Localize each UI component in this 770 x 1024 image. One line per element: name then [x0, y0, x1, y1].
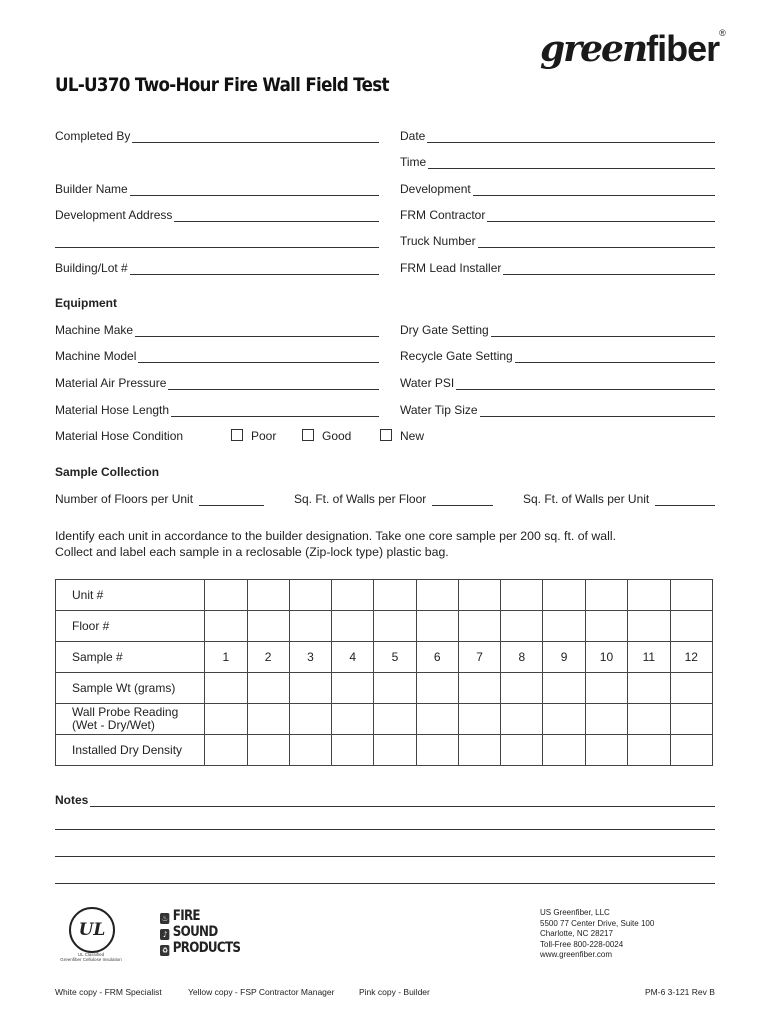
water-psi-label: Water PSI	[400, 376, 455, 390]
building-lot-line[interactable]	[130, 262, 379, 275]
table-cell[interactable]	[247, 704, 289, 735]
footer-pink-copy: Pink copy - Builder	[359, 987, 430, 997]
table-cell[interactable]	[458, 704, 500, 735]
material-air-pressure-line[interactable]	[168, 377, 379, 390]
table-cell[interactable]	[289, 611, 331, 642]
recycle-gate-setting-field[interactable]	[400, 347, 715, 363]
new-label: New	[400, 429, 425, 443]
builder-name-label: Builder Name	[55, 182, 128, 196]
sample-number-cell: 5	[374, 642, 416, 673]
notes-line-4[interactable]	[55, 883, 715, 884]
dry-gate-setting-line[interactable]	[491, 324, 715, 337]
sample-number-cell: 1	[205, 642, 247, 673]
table-cell[interactable]	[374, 735, 416, 766]
table-cell[interactable]	[332, 673, 374, 704]
table-cell[interactable]	[374, 673, 416, 704]
machine-model-line[interactable]	[138, 350, 379, 363]
table-cell[interactable]	[585, 673, 627, 704]
sample-number-cell: 4	[332, 642, 374, 673]
notes-line-3[interactable]	[55, 856, 715, 857]
address-phone: Toll-Free 800-228-0024	[540, 939, 624, 949]
frm-lead-installer-line[interactable]	[503, 262, 715, 275]
floors-per-unit-line[interactable]	[199, 493, 264, 506]
table-cell[interactable]	[374, 611, 416, 642]
table-cell[interactable]	[501, 611, 543, 642]
table-cell[interactable]	[289, 580, 331, 611]
table-cell[interactable]	[289, 735, 331, 766]
table-cell[interactable]	[205, 735, 247, 766]
frm-contractor-line[interactable]	[487, 209, 715, 222]
table-cell[interactable]	[205, 611, 247, 642]
material-air-pressure-label: Material Air Pressure	[55, 376, 167, 390]
sqft-per-floor-label: Sq. Ft. of Walls per Floor	[294, 492, 427, 506]
row-label-sample: Sample #	[56, 642, 205, 673]
machine-make-line[interactable]	[135, 324, 379, 337]
address-website[interactable]: www.greenfiber.com	[540, 950, 613, 959]
frm-lead-installer-label: FRM Lead Installer	[400, 261, 502, 275]
recycle-gate-setting-line[interactable]	[515, 350, 715, 363]
company-address	[540, 908, 654, 961]
table-cell[interactable]	[416, 735, 458, 766]
table-cell[interactable]	[543, 611, 585, 642]
table-cell[interactable]	[332, 580, 374, 611]
address-line: US Greenfiber, LLC	[540, 908, 610, 917]
table-cell[interactable]	[205, 580, 247, 611]
logo-part-green: green	[540, 28, 647, 70]
truck-number-line[interactable]	[478, 235, 715, 248]
sqft-per-unit-label: Sq. Ft. of Walls per Unit	[523, 492, 650, 506]
development-line[interactable]	[473, 183, 715, 196]
instructions-line-2: Collect and label each sample in a reclosable (Zip-lock type) plastic bag.	[55, 545, 449, 559]
dry-gate-setting-label: Dry Gate Setting	[400, 323, 489, 337]
material-hose-length-line[interactable]	[171, 404, 379, 417]
new-checkbox[interactable]	[380, 429, 392, 441]
sample-number-cell: 10	[585, 642, 627, 673]
machine-model-field[interactable]	[55, 347, 379, 363]
table-cell[interactable]	[670, 673, 712, 704]
table-cell[interactable]	[416, 704, 458, 735]
logo-registered: ®	[719, 28, 726, 38]
fsp-products: PRODUCTS	[172, 940, 241, 956]
address-line: Charlotte, NC 28217	[540, 929, 613, 938]
water-psi-line[interactable]	[456, 377, 715, 390]
table-row-wall-probe	[56, 704, 713, 735]
fsp-fire: FIRE	[172, 908, 200, 924]
table-cell[interactable]	[501, 673, 543, 704]
table-cell[interactable]	[543, 735, 585, 766]
recycle-icon: ♻	[161, 946, 168, 955]
table-row-sample	[56, 642, 713, 673]
machine-make-label: Machine Make	[55, 323, 134, 337]
development-address-line[interactable]	[174, 209, 379, 222]
good-label: Good	[322, 429, 352, 443]
table-cell[interactable]	[670, 735, 712, 766]
table-cell[interactable]	[670, 704, 712, 735]
equipment-heading: Equipment	[55, 296, 117, 310]
condition-poor-option[interactable]	[231, 429, 276, 443]
development-address-line-2[interactable]	[55, 232, 379, 248]
poor-checkbox[interactable]	[231, 429, 243, 441]
machine-model-label: Machine Model	[55, 349, 137, 363]
sample-number-cell: 9	[543, 642, 585, 673]
frm-contractor-label: FRM Contractor	[400, 208, 486, 222]
material-air-pressure-field[interactable]	[55, 374, 379, 390]
table-cell[interactable]	[458, 673, 500, 704]
table-cell[interactable]	[628, 673, 670, 704]
table-cell[interactable]	[374, 580, 416, 611]
building-lot-label: Building/Lot #	[55, 261, 128, 275]
sqft-per-unit-line[interactable]	[655, 493, 715, 506]
sample-number-cell: 12	[670, 642, 712, 673]
sample-collection-heading: Sample Collection	[55, 465, 160, 479]
completed-by-line[interactable]	[132, 130, 379, 143]
development-label: Development	[400, 182, 471, 196]
date-line[interactable]	[427, 130, 715, 143]
condition-good-option[interactable]	[302, 429, 351, 443]
condition-new-option[interactable]	[380, 429, 424, 443]
footer-white-copy: White copy - FRM Specialist	[55, 987, 162, 997]
ul-logo: UL	[69, 907, 115, 953]
time-field[interactable]	[400, 153, 715, 169]
table-cell[interactable]	[628, 611, 670, 642]
sample-table	[55, 579, 713, 766]
table-cell[interactable]	[543, 704, 585, 735]
fire-sound-products-logo	[160, 908, 240, 956]
water-tip-size-field[interactable]	[400, 401, 715, 417]
row-label-wall-probe: Wall Probe Reading (Wet - Dry/Wet)	[56, 704, 205, 735]
development-field[interactable]	[400, 180, 715, 196]
table-cell[interactable]	[585, 704, 627, 735]
material-hose-length-field[interactable]	[55, 401, 379, 417]
builder-name-field[interactable]	[55, 180, 379, 196]
notes-line-1[interactable]	[90, 794, 715, 807]
table-cell[interactable]	[458, 580, 500, 611]
row-label-dry-density: Installed Dry Density	[56, 735, 205, 766]
table-cell[interactable]	[289, 673, 331, 704]
table-cell[interactable]	[585, 611, 627, 642]
sqft-per-floor-field[interactable]	[294, 490, 493, 506]
sample-number-cell: 11	[628, 642, 670, 673]
instructions-line-1: Identify each unit in accordance to the builder designation. Take one core sample per 200 sq. ft. of wall.	[55, 529, 616, 543]
time-line[interactable]	[428, 156, 715, 169]
dry-gate-setting-field[interactable]	[400, 321, 715, 337]
table-cell[interactable]	[416, 580, 458, 611]
flame-icon: ♨	[161, 914, 168, 923]
address-line: 5500 77 Center Drive, Suite 100	[540, 918, 655, 928]
development-address-field[interactable]	[55, 206, 379, 222]
table-row-unit	[56, 580, 713, 611]
sqft-per-floor-line[interactable]	[432, 493, 493, 506]
material-hose-condition-label: Material Hose Condition	[55, 429, 184, 443]
table-cell[interactable]	[205, 704, 247, 735]
greenfiber-logo	[540, 28, 726, 70]
table-cell[interactable]	[501, 704, 543, 735]
sqft-per-unit-field[interactable]	[523, 490, 715, 506]
truck-number-field[interactable]	[400, 232, 715, 248]
water-psi-field[interactable]	[400, 374, 715, 390]
good-checkbox[interactable]	[302, 429, 314, 441]
notes-field[interactable]	[55, 791, 715, 807]
notes-line-2[interactable]	[55, 829, 715, 830]
development-address-extra-line[interactable]	[55, 235, 379, 248]
date-label: Date	[400, 129, 426, 143]
recycle-gate-setting-label: Recycle Gate Setting	[400, 349, 513, 363]
ul-caption-line-2: Greenfiber Cellulose Insulation	[60, 957, 122, 962]
water-tip-size-label: Water Tip Size	[400, 403, 478, 417]
table-cell[interactable]	[332, 611, 374, 642]
completed-by-label: Completed By	[55, 129, 131, 143]
completed-by-field[interactable]	[55, 127, 379, 143]
table-cell[interactable]	[628, 704, 670, 735]
table-cell[interactable]	[332, 704, 374, 735]
table-cell[interactable]	[289, 704, 331, 735]
builder-name-line[interactable]	[130, 183, 379, 196]
table-row-sample-wt	[56, 673, 713, 704]
table-row-floor	[56, 611, 713, 642]
frm-contractor-field[interactable]	[400, 206, 715, 222]
building-lot-field[interactable]	[55, 259, 379, 275]
page-title: UL-U370 Two-Hour Fire Wall Field Test	[55, 74, 389, 96]
table-cell[interactable]	[670, 611, 712, 642]
truck-number-label: Truck Number	[400, 234, 476, 248]
floors-per-unit-label: Number of Floors per Unit	[55, 492, 194, 506]
sample-number-cell: 3	[289, 642, 331, 673]
table-cell[interactable]	[670, 580, 712, 611]
sample-number-cell: 7	[458, 642, 500, 673]
sample-number-cell: 2	[247, 642, 289, 673]
row-label-sample-wt: Sample Wt (grams)	[56, 673, 205, 704]
machine-make-field[interactable]	[55, 321, 379, 337]
frm-lead-installer-field[interactable]	[400, 259, 715, 275]
table-cell[interactable]	[501, 580, 543, 611]
water-tip-size-line[interactable]	[480, 404, 715, 417]
row-label-floor: Floor #	[56, 611, 205, 642]
table-cell[interactable]	[247, 673, 289, 704]
ul-caption-line-1: UL Classified	[77, 952, 105, 957]
row-label-unit: Unit #	[56, 580, 205, 611]
date-field[interactable]	[400, 127, 715, 143]
material-hose-length-label: Material Hose Length	[55, 403, 170, 417]
table-cell[interactable]	[332, 735, 374, 766]
ul-caption	[56, 952, 126, 962]
logo-part-fiber: fiber	[646, 28, 720, 69]
table-cell[interactable]	[628, 580, 670, 611]
table-cell[interactable]	[458, 735, 500, 766]
poor-label: Poor	[251, 429, 277, 443]
table-cell[interactable]	[205, 673, 247, 704]
development-address-label: Development Address	[55, 208, 173, 222]
table-cell[interactable]	[543, 673, 585, 704]
table-cell[interactable]	[628, 735, 670, 766]
table-cell[interactable]	[247, 611, 289, 642]
footer-form-code: PM-6 3-121 Rev B	[645, 987, 715, 997]
table-cell[interactable]	[247, 580, 289, 611]
table-cell[interactable]	[247, 735, 289, 766]
sample-number-cell: 6	[416, 642, 458, 673]
footer-yellow-copy: Yellow copy - FSP Contractor Manager	[188, 987, 335, 997]
table-cell[interactable]	[585, 735, 627, 766]
floors-per-unit-field[interactable]	[55, 490, 264, 506]
table-cell[interactable]	[501, 735, 543, 766]
sample-number-cell: 8	[501, 642, 543, 673]
table-cell[interactable]	[374, 704, 416, 735]
table-cell[interactable]	[416, 673, 458, 704]
table-cell[interactable]	[585, 580, 627, 611]
table-cell[interactable]	[416, 611, 458, 642]
speaker-icon: ♪	[160, 929, 169, 940]
fsp-sound: SOUND	[172, 924, 218, 940]
table-cell[interactable]	[543, 580, 585, 611]
notes-label: Notes	[55, 793, 89, 807]
table-row-dry-density	[56, 735, 713, 766]
table-cell[interactable]	[458, 611, 500, 642]
time-label: Time	[400, 155, 427, 169]
